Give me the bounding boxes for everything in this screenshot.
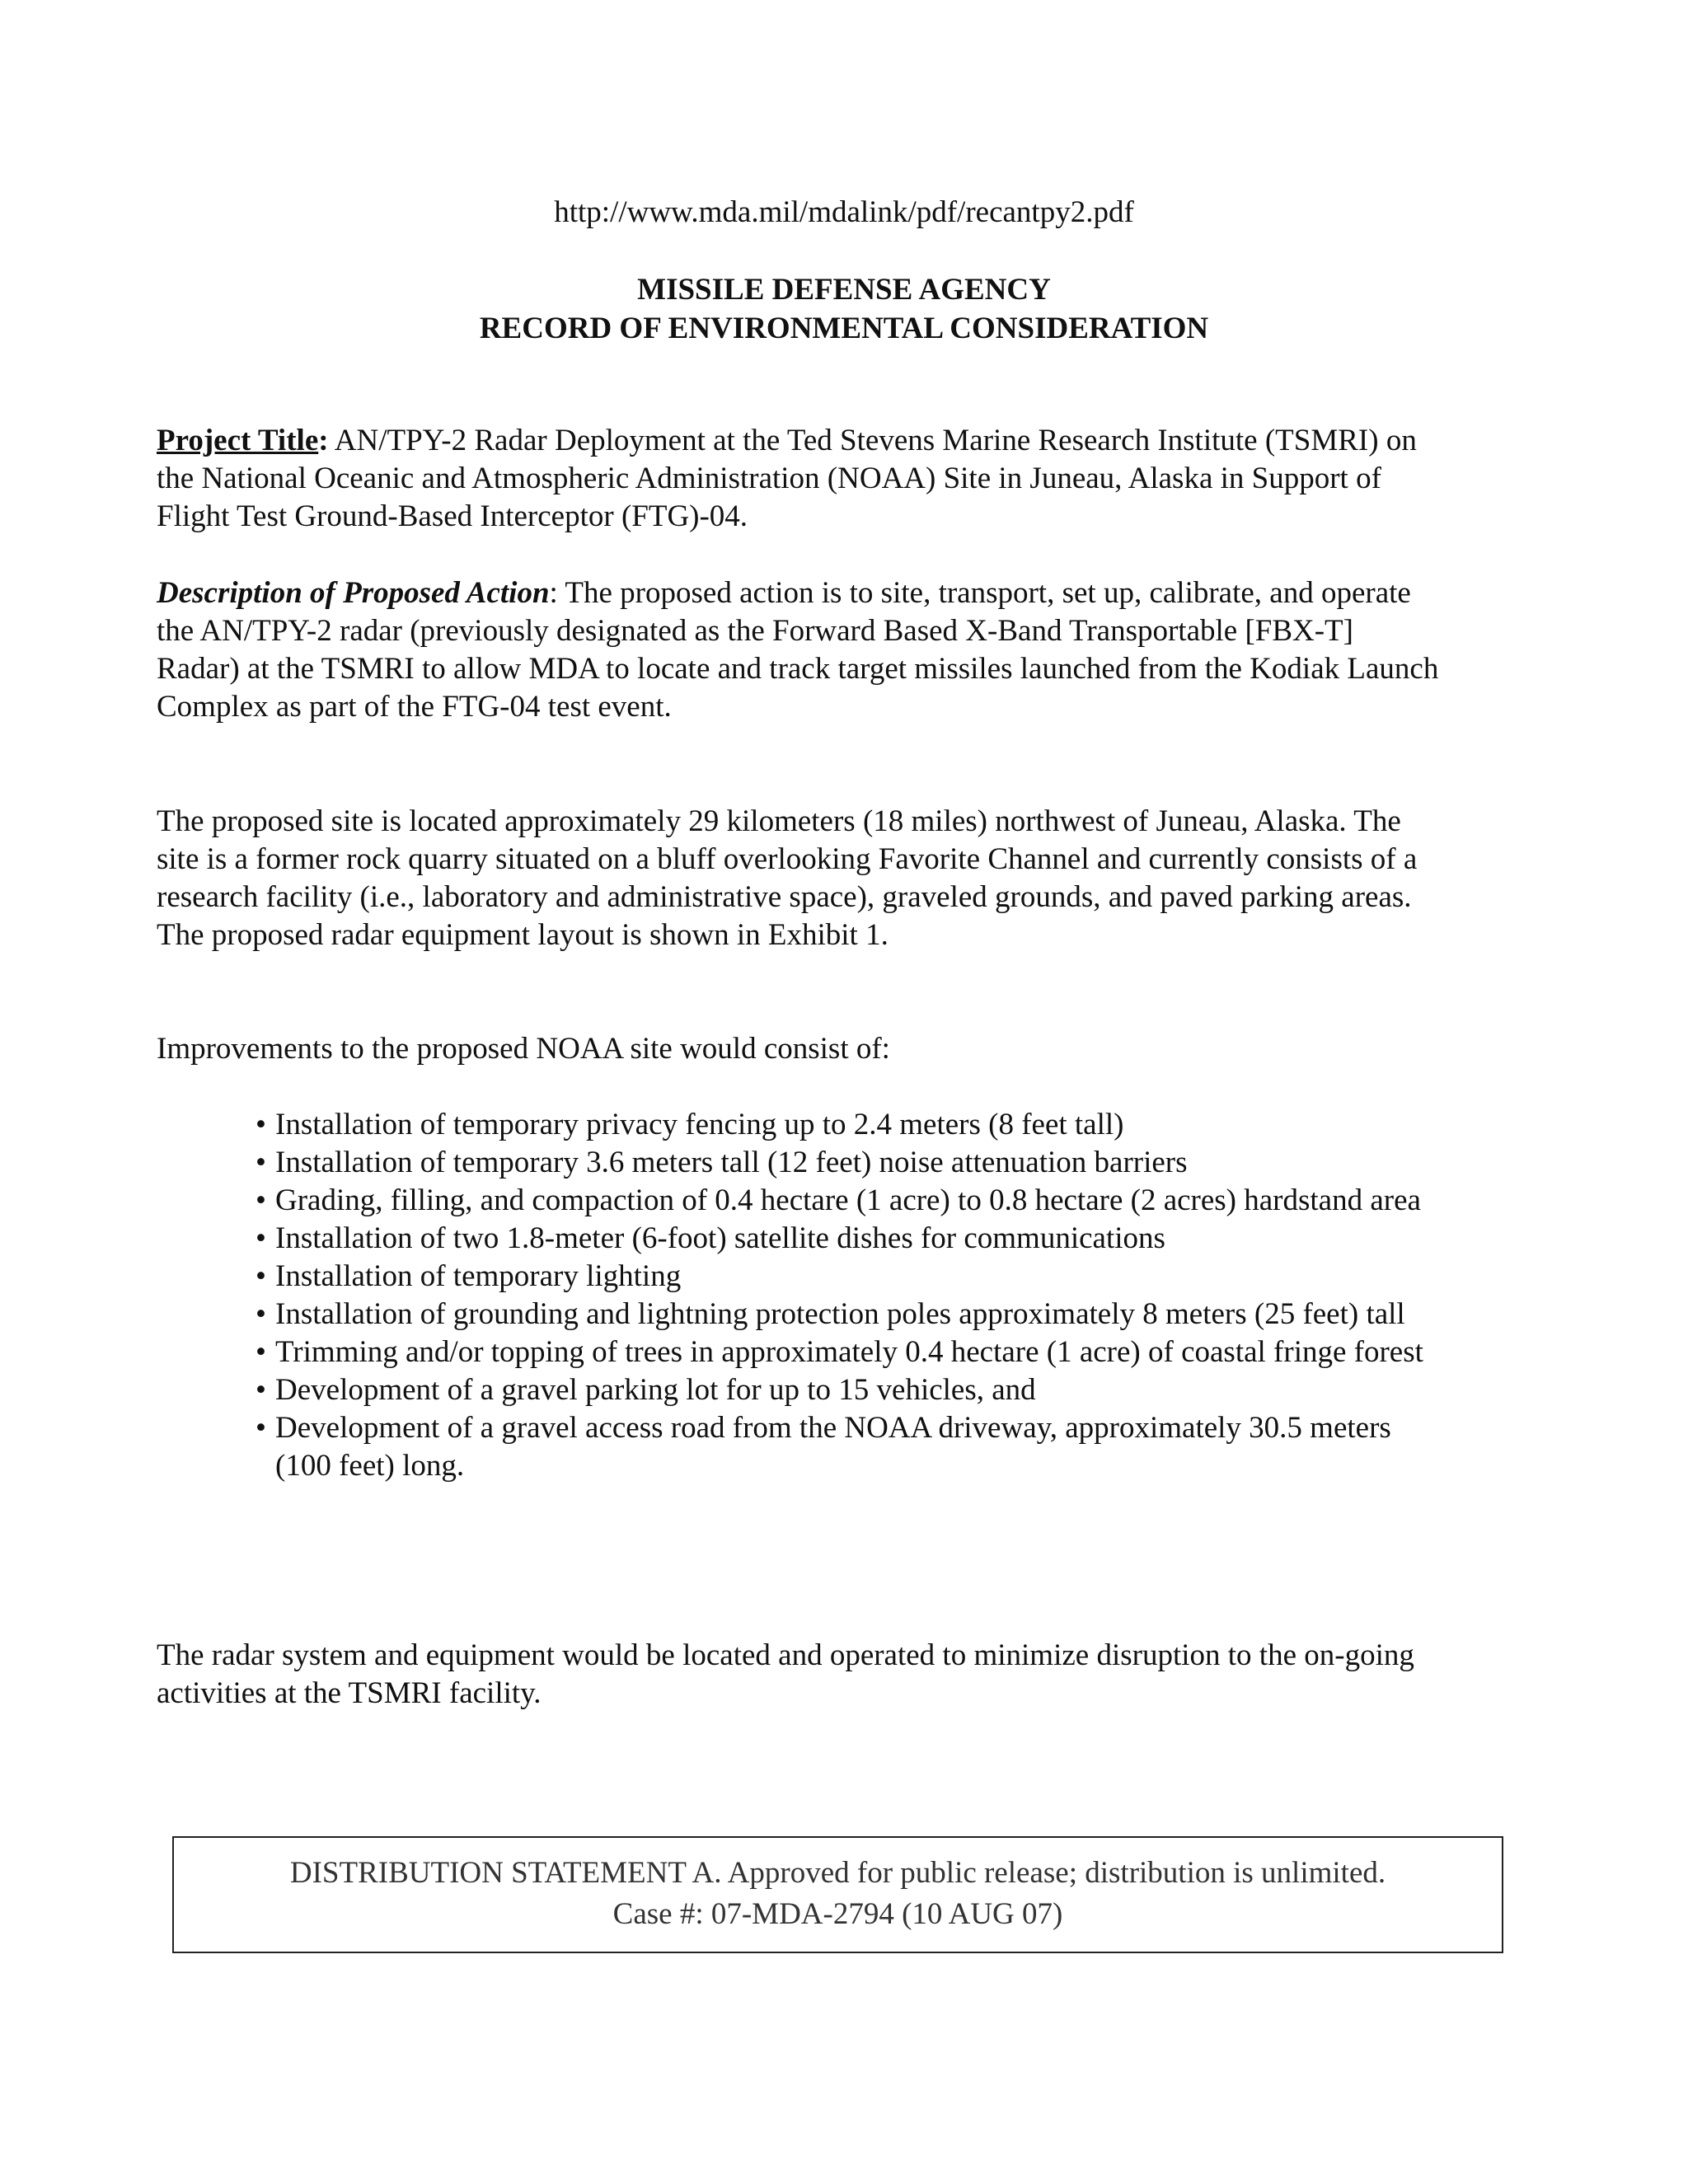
improvements-list <box>256 1106 1442 1485</box>
bullet-icon: • <box>256 1373 266 1407</box>
list-item: • Development of a gravel access road from the NOAA driveway, approximately 30.5 meters (100 feet) long. <box>256 1411 1391 1483</box>
distribution-statement: DISTRIBUTION STATEMENT A. Approved for public release; distribution is unlimited. <box>289 1856 1386 1890</box>
project-title-paragraph <box>157 422 1442 536</box>
list-item: • Development of a gravel parking lot for up to 15 vehicles, and <box>256 1371 1442 1409</box>
project-title-text: AN/TPY-2 Radar Deployment at the Ted Stevens Marine Research Institute (TSMRI) on the National Oceanic and Atmospheric Administration (NOAA) Site in Juneau, Alaska in Support of Flight Test Ground-Based Interceptor (FTG)-04. <box>157 424 1417 533</box>
case-number: Case #: 07-MDA-2794 (10 AUG 07) <box>612 1897 1063 1931</box>
source-url: http://www.mda.mil/mdalink/pdf/recantpy2.pdf <box>554 195 1134 229</box>
bullet-icon: • <box>256 1183 266 1217</box>
record-title: RECORD OF ENVIRONMENTAL CONSIDERATION <box>479 312 1209 345</box>
description-text: : The proposed action is to site, transport, set up, calibrate, and operate the AN/TPY-2 radar (previously designated as the Forward Based X-Band Transportable [FBX-T] Radar) at the TSMRI to allow MDA to locate and track target missiles launched from the Kodiak Launch Complex as part of the FTG-04 test event. <box>157 576 1439 724</box>
improvements-intro: Improvements to the proposed NOAA site would consist of: <box>157 1032 890 1066</box>
site-paragraph: The proposed site is located approximately 29 kilometers (18 miles) northwest of Juneau, Alaska. The site is a former rock quarry situated on a bluff overlooking Favorite Channel and currently consists of a research facility (i.e., laboratory and administrative space), graveled grounds, and paved parking areas. The proposed radar equipment layout is shown in Exhibit 1. <box>157 804 1418 952</box>
list-item: • Installation of two 1.8-meter (6-foot) satellite dishes for communications <box>256 1220 1442 1258</box>
distribution-statement-box <box>172 1836 1503 1953</box>
bullet-icon: • <box>256 1146 266 1179</box>
list-item: • Installation of temporary lighting <box>256 1258 1442 1296</box>
description-paragraph <box>157 574 1442 726</box>
bullet-icon: • <box>256 1297 266 1331</box>
bullet-icon: • <box>256 1411 266 1445</box>
list-item: • Installation of grounding and lightning protection poles approximately 8 meters (25 feet) tall <box>256 1296 1442 1333</box>
bullet-icon: • <box>256 1259 266 1293</box>
project-title-colon: : <box>318 424 329 457</box>
list-item: • Installation of temporary 3.6 meters tall (12 feet) noise attenuation barriers <box>256 1144 1442 1182</box>
list-item: • Installation of temporary privacy fencing up to 2.4 meters (8 feet tall) <box>256 1106 1442 1144</box>
document-heading <box>0 270 1688 348</box>
bullet-icon: • <box>256 1221 266 1255</box>
bullet-icon: • <box>256 1335 266 1369</box>
closing-paragraph: The radar system and equipment would be located and operated to minimize disruption to the on-going activities at the TSMRI facility. <box>157 1638 1414 1710</box>
list-item: • Grading, filling, and compaction of 0.4 hectare (1 acre) to 0.8 hectare (2 acres) hardstand area <box>256 1182 1442 1220</box>
description-label: Description of Proposed Action <box>157 576 550 610</box>
bullet-icon: • <box>256 1108 266 1141</box>
project-title-label: Project Title <box>157 424 319 457</box>
list-item: • Trimming and/or topping of trees in approximately 0.4 hectare (1 acre) of coastal fringe forest <box>256 1333 1442 1371</box>
agency-name: MISSILE DEFENSE AGENCY <box>637 273 1051 307</box>
